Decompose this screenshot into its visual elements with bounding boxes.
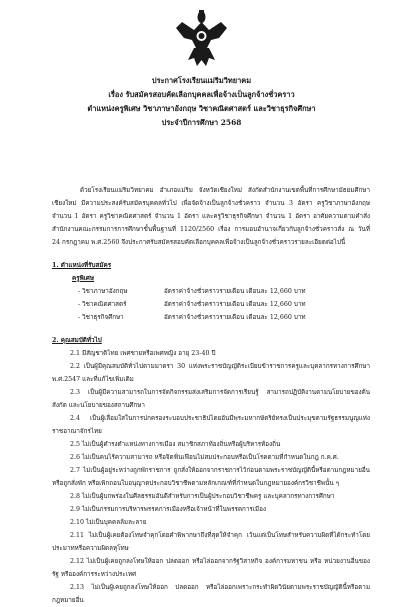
header-line-1: ประกาศโรงเรียนแม่ริมวิทยาคม [151, 76, 252, 85]
header-line-2: เรื่อง รับสมัครสอบคัดเลือกบุคคลเพื่อจ้างเป็นลูกจ้างชั่วคราว [108, 90, 295, 99]
announcement-header [0, 74, 403, 130]
garuda-emblem-icon [174, 8, 229, 70]
position-salary: อัตราค่าจ้างชั่วคราวรายเดือน เดือนละ 12,660 บาท [164, 301, 306, 308]
position-row [78, 285, 370, 298]
qualification-item: 2.2 เป็นผู้มีคุณสมบัติทั่วไปตามมาตรา 30 แห่งพระราชบัญญัติระเบียบข้าราชการครูและบุคลากรทางการศึกษา พ.ศ.2547 และที่แก้ไขเพิ่มเติม [52, 363, 370, 383]
position-salary: อัตราค่าจ้างชั่วคราวรายเดือน เดือนละ 12,660 บาท [164, 314, 306, 321]
position-name: - วิชาธุรกิจศึกษา [78, 314, 124, 321]
qualification-item: 2.3 เป็นผู้มีความสามารถในการจัดกิจกรรมส่งเสริมการจัดการเรียนรู้ สามารถปฏิบัติงานตามนโยบายของต้นสังกัด และนโยบายของสถานศึกษา [52, 389, 370, 409]
qualification-item: 2.8 ไม่เป็นผู้บกพร่องในศีลธรรมอันดีสำหรับการเป็นผู้ประกอบวิชาชีพครู และบุคลากรทางการศึกษา [70, 493, 335, 500]
section-1-title: 1. ตำแหน่งที่รับสมัคร [52, 262, 112, 269]
header-line-4: ประจำปีการศึกษา 2568 [161, 118, 242, 127]
qualification-item: 2.9 ไม่เป็นกรรมการบริหารพรรคการเมืองหรือเจ้าหน้าที่ในพรรคการเมือง [70, 506, 266, 513]
position-row [78, 311, 370, 324]
qualification-item: 2.4 เป็นผู้เลื่อมใสในการปกครองระบอบประชาธิปไตยอันมีพระมหากษัตริย์ทรงเป็นประมุขตามรัฐธรรมนูญแห่งราชอาณาจักรไทย [52, 415, 370, 435]
intro-paragraph: ด้วยโรงเรียนแม่ริมวิทยาคม อำเภอแม่ริม จังหวัดเชียงใหม่ สังกัดสำนักงานเขตพื้นที่การศึกษามัธยมศึกษาเชียงใหม่ มีความประสงค์รับสมัครบุคคลทั่วไป เพื่อจัดจ้างเป็นลูกจ้างชั่วคราว จำนวน 3 อัตรา ครูวิชาภาษาอังกฤษ จำนวน 1 อัตรา ครูวิชาคณิตศาสตร์ จำนวน 1 อัตรา และครูวิชาธุรกิจศึกษา จำนวน 1 อัตรา อาศัยความตามคำสั่งสำนักงานคณะกรรมการการศึกษาขั้นพื้นฐานที่ 1120/2560 เรื่อง การมอบอำนาจเกี่ยวกับลูกจ้างชั่วคราวสั่ง ณ วันที่ 24 กรกฎาคม พ.ศ.2560 จึงประกาศรับสมัครสอบคัดเลือกบุคคลเพื่อจ้างเป็นลูกจ้างชั่วคราวรายละเอียดต่อไปนี้ [52, 187, 370, 246]
section-1-subtitle: ครูพิเศษ [72, 275, 95, 282]
qualification-item: 2.1 มีสัญชาติไทย เพศชายหรือเพศหญิง อายุ 23-40 ปี [70, 350, 216, 357]
qualification-item: 2.13 ไม่เป็นผู้เคยถูกลงโทษให้ออก ปลดออก หรือไล่ออกเพราะกระทำผิดวินัยตามพระราชบัญญัตินี้หรือตามกฎหมายอื่น [52, 584, 370, 604]
qualification-item: 2.11 ไม่เป็นผู้เคยต้องโทษจำคุกโดยคำพิพากษาถึงที่สุดให้จำคุก เว้นแต่เป็นโทษสำหรับความผิดที่ได้กระทำโดยประมาทหรือความผิดลหุโทษ [52, 532, 370, 552]
qualification-item: 2.10 ไม่เป็นบุคคลล้มละลาย [70, 519, 147, 526]
position-name: - วิชาภาษาอังกฤษ [78, 288, 128, 295]
position-row [78, 298, 370, 311]
announcement-body [52, 184, 370, 607]
qualification-item: 2.7 ไม่เป็นผู้อยู่ระหว่างถูกพักราชการ ถูกสั่งให้ออกจากราชการไว้ก่อนตามพระราชบัญญัตินี้หรือตามกฎหมายอื่น หรือถูกสั่งพัก หรือเพิกถอนใบอนุญาตประกอบวิชาชีพตามหลักเกณฑ์ที่กำหนดในกฎหมายองค์กรวิชาชีพนั้น ๆ [52, 467, 370, 487]
qualification-item: 2.6 ไม่เป็นคนไร้ความสามารถ หรือจิตฟั่นเฟือนไม่สมประกอบหรือเป็นโรคตามที่กำหนดในกฎ ก.ค.ศ. [70, 454, 339, 461]
qualification-item: 2.5 ไม่เป็นผู้ดำรงตำแหน่งทางการเมือง สมาชิกสภาท้องถิ่นหรือผู้บริหารท้องถิ่น [70, 441, 281, 448]
section-2-title: 2. คุณสมบัติทั่วไป [52, 337, 102, 344]
position-name: - วิชาคณิตศาสตร์ [78, 301, 127, 308]
qualification-item: 2.12 ไม่เป็นผู้เคยถูกลงโทษให้ออก ปลดออก หรือไล่ออกจากรัฐวิสาหกิจ องค์การมหาชน หรือ หน่วยงานอื่นของรัฐ หรือองค์การระหว่างประเทศ [52, 558, 370, 578]
header-line-3: ตำแหน่งครูพิเศษ วิชาภาษาอังกฤษ วิชาคณิตศาสตร์ และวิชาธุรกิจศึกษา [87, 104, 316, 113]
position-salary: อัตราค่าจ้างชั่วคราวรายเดือน เดือนละ 12,660 บาท [164, 288, 306, 295]
